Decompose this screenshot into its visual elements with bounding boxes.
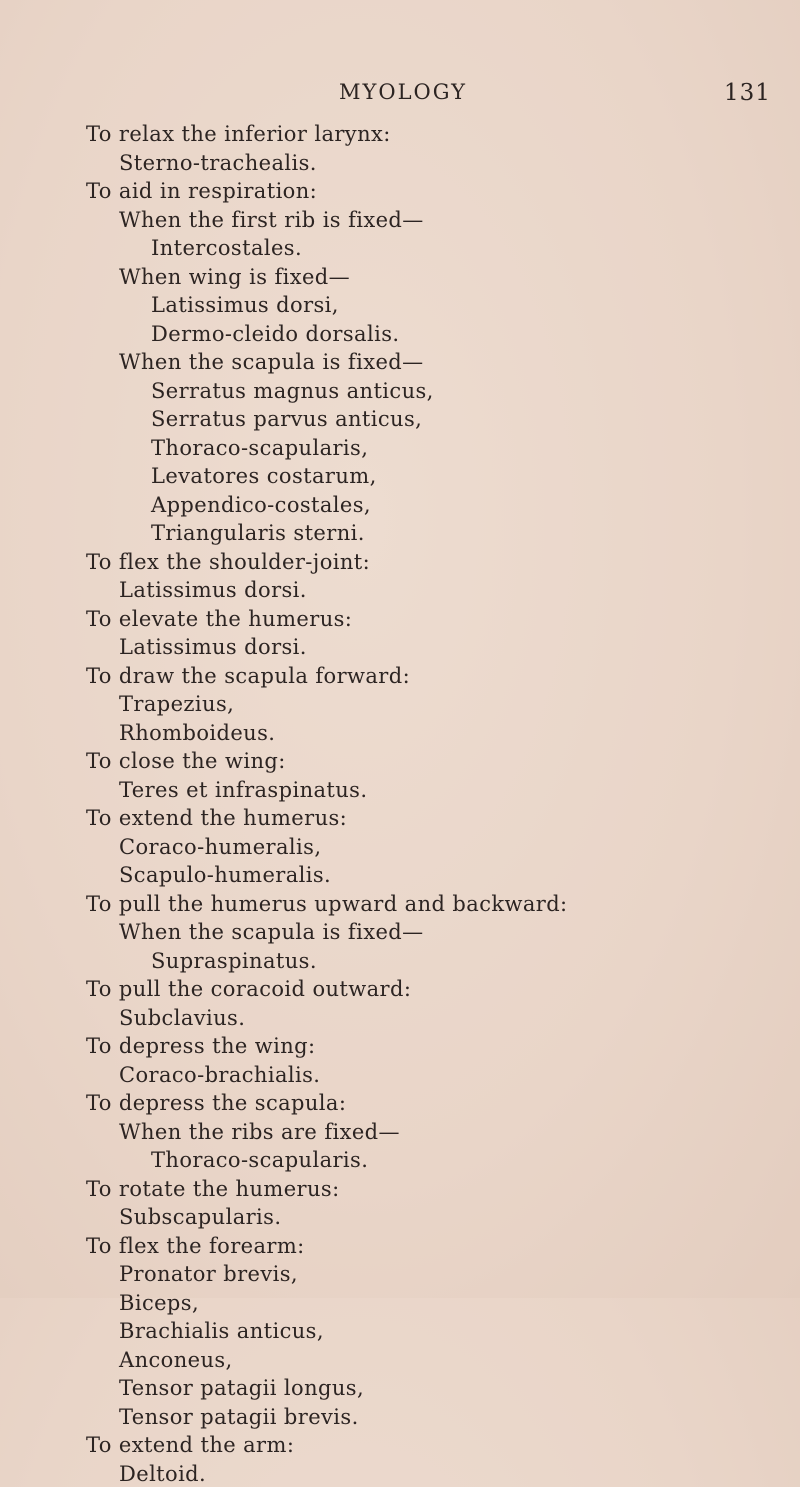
muscle-subentry: Latissimus dorsi, (151, 293, 339, 317)
muscle-entry: Coraco-brachialis. (119, 1062, 321, 1087)
muscle-subentry: Intercostales. (151, 236, 303, 260)
muscle-entry: Subclavius. (119, 1005, 246, 1030)
action-heading: To extend the arm: (86, 1433, 295, 1457)
muscle-subentry: Serratus magnus anticus, (151, 378, 434, 403)
action-heading: To extend the humerus: (86, 806, 348, 830)
muscle-entry: Coraco-humeralis, (119, 834, 322, 859)
action-heading: To elevate the humerus: (86, 606, 353, 631)
running-head (0, 80, 800, 106)
muscle-entry: Brachialis anticus, (119, 1319, 324, 1343)
action-heading: To draw the scapula forward: (86, 663, 411, 688)
muscle-entry: When the first rib is fixed— (119, 207, 424, 232)
muscle-subentry: Levatores costarum, (151, 464, 377, 488)
action-heading: To close the wing: (86, 749, 286, 773)
action-heading: To flex the forearm: (86, 1233, 305, 1258)
muscle-entry: Scapulo-humeralis. (119, 863, 332, 887)
action-heading: To flex the shoulder-joint: (86, 549, 371, 574)
action-heading: To relax the inferior larynx: (86, 122, 391, 146)
muscle-entry: Biceps, (119, 1290, 200, 1315)
muscle-subentry: Triangularis sterni. (151, 521, 365, 545)
action-heading: To aid in respiration: (86, 179, 318, 203)
muscle-entry: Latissimus dorsi. (119, 578, 307, 602)
action-heading: To pull the humerus upward and backward: (86, 891, 568, 916)
muscle-entry: Subscapularis. (119, 1205, 282, 1229)
action-heading: To pull the coracoid outward: (86, 977, 412, 1001)
muscle-entry: Teres et infraspinatus. (119, 777, 368, 802)
muscle-entry: Pronator brevis, (119, 1262, 298, 1286)
muscle-entry: Trapezius, (119, 692, 235, 716)
action-heading: To depress the wing: (86, 1034, 316, 1058)
muscle-subentry: Appendico-costales, (151, 492, 371, 517)
running-title: MYOLOGY (339, 80, 468, 104)
page-number: 131 (724, 80, 771, 106)
muscle-subentry: Supraspinatus. (151, 948, 317, 973)
muscle-subentry: Thoraco-scapularis. (151, 1148, 369, 1172)
muscle-entry: Sterno-trachealis. (119, 150, 317, 175)
muscle-entry: When the scapula is fixed— (119, 920, 424, 944)
muscle-entry: Deltoid. (119, 1461, 207, 1486)
muscle-subentry: Serratus parvus anticus, (151, 407, 423, 431)
muscle-subentry: Dermo-cleido dorsalis. (151, 321, 400, 346)
muscle-entry: When the scapula is fixed— (119, 350, 424, 374)
action-heading: To rotate the humerus: (86, 1176, 340, 1201)
muscle-entry: Tensor patagii longus, (119, 1376, 365, 1400)
muscle-entry: Latissimus dorsi. (119, 635, 307, 659)
action-heading: To depress the scapula: (86, 1091, 347, 1115)
muscle-subentry: Thoraco-scapularis, (151, 435, 369, 460)
muscle-entry: Anconeus, (119, 1347, 233, 1372)
muscle-entry: Tensor patagii brevis. (119, 1404, 359, 1429)
muscle-entry: Rhomboideus. (119, 720, 276, 745)
muscle-entry: When wing is fixed— (119, 264, 351, 289)
muscle-entry: When the ribs are fixed— (119, 1119, 400, 1144)
